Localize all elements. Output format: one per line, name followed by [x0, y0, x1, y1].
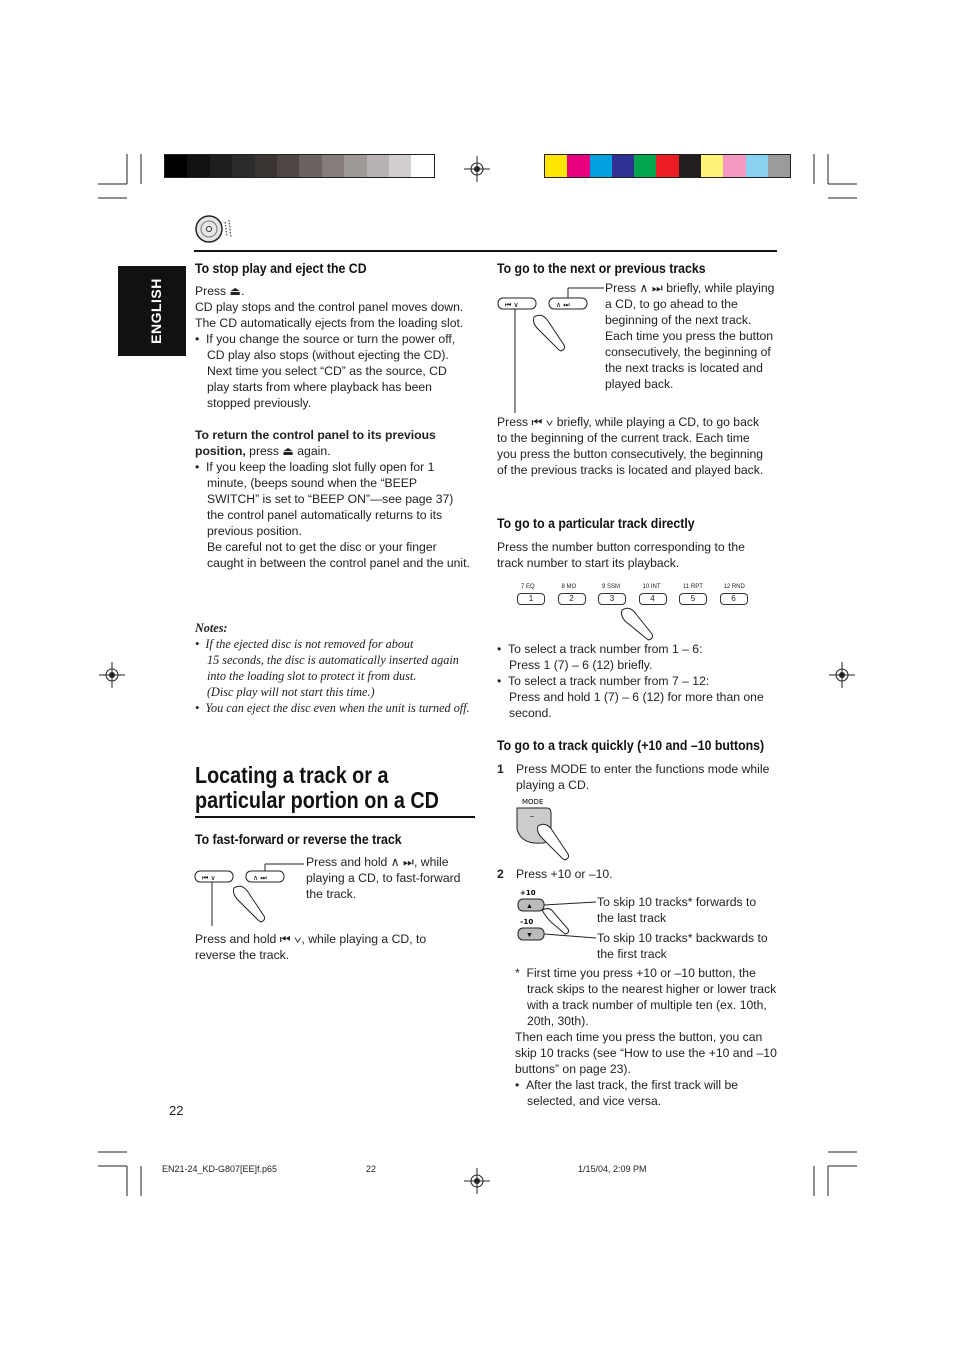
gray-swatch [232, 155, 254, 177]
gray-swatch [367, 155, 389, 177]
skip-buttons-diagram [194, 868, 304, 928]
svg-text:–: – [530, 813, 534, 820]
gray-swatch [411, 155, 433, 177]
svg-text:⏮ ∨: ⏮ ∨ [202, 874, 216, 882]
cd-icon [194, 214, 234, 244]
color-swatch [612, 155, 634, 177]
notes-heading: Notes: [195, 621, 228, 635]
number-key: 2 [558, 593, 586, 605]
color-swatch [723, 155, 745, 177]
page-number: 22 [169, 1103, 184, 1118]
rev-text: Press and hold ⏮ ∨, while playing a CD, to reverse the track. [195, 932, 427, 962]
gray-swatch [210, 155, 232, 177]
color-bar [544, 154, 791, 178]
stop-bullet: • If you change the source or turn the power off, CD play also stops (without ejecting the CD). Next time you select “CD” as the source, CD play starts from where playback has been stopped previously. [195, 332, 456, 410]
color-swatch [679, 155, 701, 177]
note-2: • You can eject the disc even when the unit is turned off. [195, 701, 470, 715]
next-prev-heading: To go to the next or previous tracks [497, 260, 706, 276]
gray-swatch [344, 155, 366, 177]
footer-date: 1/15/04, 2:09 PM [578, 1164, 647, 1174]
number-key-label: 8 MO [561, 584, 577, 590]
return-bullet: • If you keep the loading slot fully open for 1 minute, (beeps sound when the “BEEP SWITCH” is set to “BEEP ON”—see page 37) the control panel automatically returns to its previous position. [195, 460, 454, 538]
number-key: 3 [598, 593, 626, 605]
next-prev-diagram [496, 285, 606, 415]
color-swatch [545, 155, 567, 177]
down-icon: ∨ [545, 415, 554, 429]
gray-swatch [389, 155, 411, 177]
press-text: Press [195, 284, 227, 298]
mode-button-diagram [514, 796, 584, 866]
notes-section [195, 620, 475, 716]
up-icon: ∧ [390, 855, 400, 869]
gray-swatch [277, 155, 299, 177]
prev-text: Press ⏮ ∨ briefly, while playing a CD, to go back to the beginning of the current track. Each time you press the button consecutively, the beginning of the previous tracks is located and played back. [497, 415, 764, 477]
svg-text:⏮ ∨: ⏮ ∨ [505, 301, 519, 309]
svg-text:∧ ⏭: ∧ ⏭ [556, 301, 570, 309]
note-1c: (Disc play will not start this time.) [207, 685, 375, 699]
stop-body: CD play stops and the control panel moves down. The CD automatically ejects from the loading slot. [195, 300, 464, 330]
gray-swatch [255, 155, 277, 177]
section-title: Locating a track or a particular portion on a CD [195, 762, 439, 813]
direct-body: Press the number button corresponding to the track number to start its playback. [497, 540, 745, 570]
step-1: 1 Press MODE to enter the functions mode while playing a CD. [497, 762, 770, 792]
prev-track-icon: ⏮ [531, 415, 543, 429]
return-text: To return the control panel to its previous position, press ⏏ again. [195, 428, 436, 458]
finger-drawing [620, 600, 660, 640]
number-key: 5 [679, 593, 707, 605]
ff-text: Press and hold ∧ ⏭, while playing a CD, to fast-forward the track. [306, 855, 461, 901]
direct-bullets: • To select a track number from 1 – 6: Press 1 (7) – 6 (12) briefly. • To select a track number from 7 – 12: Press and hold 1 (7) – 6 (12) for more than one second. [497, 642, 764, 720]
footnote: * First time you press +10 or –10 button, the track skips to the nearest higher or lower track with a track number of multiple ten (ex. 10th, 20th, 30th). Then each time you press the button, you can skip 10 tracks (see “How to use the +10 and –10 buttons” on page 23). • After the last track, the first track will be selected, and vice versa. [515, 966, 777, 1108]
number-key-label: 11 RPT [683, 584, 703, 590]
color-swatch [701, 155, 723, 177]
stop-eject-heading: To stop play and eject the CD [195, 260, 367, 276]
color-swatch [656, 155, 678, 177]
footer-page: 22 [366, 1164, 377, 1174]
side-tab-label: ENGLISH [148, 278, 164, 344]
step-2: 2 Press +10 or –10. [497, 867, 613, 881]
direct-heading: To go to a particular track directly [497, 515, 695, 531]
number-key-label: 9 SSM [602, 584, 621, 590]
quick-heading: To go to a track quickly (+10 and –10 buttons) [497, 737, 765, 753]
svg-text:▼: ▼ [526, 932, 533, 939]
color-swatch [590, 155, 612, 177]
gray-swatch [187, 155, 209, 177]
side-tab [118, 266, 186, 356]
skip-forward-text: To skip 10 tracks* forwards to the last track [597, 895, 757, 925]
return-bullet-caution: Be careful not to get the disc or your finger caught in between the control panel and the unit. [207, 540, 470, 570]
stop-eject-section: Press ⏏. CD play stops and the control panel moves down. The CD automatically ejects from the loading slot. • If you change the source or turn the power off, CD play also stops (without ejecting the CD). Next time you select “CD” as the source, CD play starts from where playback has been stopped previously. To return the control panel to its previous position, press ⏏ again. • If you keep the loading slot fully open for 1 minute, (beeps sound when the “BEEP SWITCH” is set to “BEEP ON”—see page 37) the control panel automatically returns to its previous position. Be careful not to get the disc or your finger caught in between the control panel and the unit. [195, 284, 470, 570]
fast-forward-heading: To fast-forward or reverse the track [195, 831, 402, 847]
number-key: 6 [720, 593, 748, 605]
plus10-label: +10 [520, 889, 536, 897]
note-1: • If the ejected disc is not removed for about [195, 637, 414, 651]
prev-track-icon: ⏮ [279, 932, 291, 946]
grayscale-bar [164, 154, 435, 178]
plus-minus-10-diagram [516, 888, 606, 948]
next-track-icon: ⏭ [651, 281, 663, 295]
svg-text:▲: ▲ [526, 903, 533, 910]
color-swatch [634, 155, 656, 177]
minus10-label: –10 [520, 918, 534, 926]
number-key-label: 7 EQ [521, 584, 535, 590]
next-track-icon: ⏭ [403, 855, 414, 869]
gray-swatch [165, 155, 187, 177]
color-swatch [567, 155, 589, 177]
mode-label: MODE [522, 798, 544, 806]
title-rule [195, 816, 475, 818]
up-icon: ∧ [639, 281, 649, 295]
skip-back-text: To skip 10 tracks* backwards to the first track [597, 931, 768, 961]
color-swatch [768, 155, 790, 177]
top-rule [194, 250, 777, 252]
note-1b: 15 seconds, the disc is automatically inserted again into the loading slot to protect it from dust. [207, 653, 459, 683]
number-key: 4 [639, 593, 667, 605]
number-key-label: 10 INT [642, 584, 661, 590]
number-key-label: 12 RND [723, 584, 745, 590]
gray-swatch [322, 155, 344, 177]
gray-swatch [299, 155, 321, 177]
footer-file: EN21-24_KD-G807[EE]f.p65 [162, 1164, 278, 1174]
eject-icon: ⏏ [282, 444, 294, 458]
svg-text:∧ ⏭: ∧ ⏭ [253, 874, 267, 882]
eject-icon: ⏏ [229, 284, 242, 298]
color-swatch [746, 155, 768, 177]
next-text: Press ∧ ⏭ briefly, while playing a CD, to go ahead to the beginning of the next track. Each time you press the button consecutively, the beginning of the next tracks is located and played back. [605, 281, 775, 391]
number-key: 1 [517, 593, 545, 605]
down-icon: ∨ [294, 932, 302, 946]
